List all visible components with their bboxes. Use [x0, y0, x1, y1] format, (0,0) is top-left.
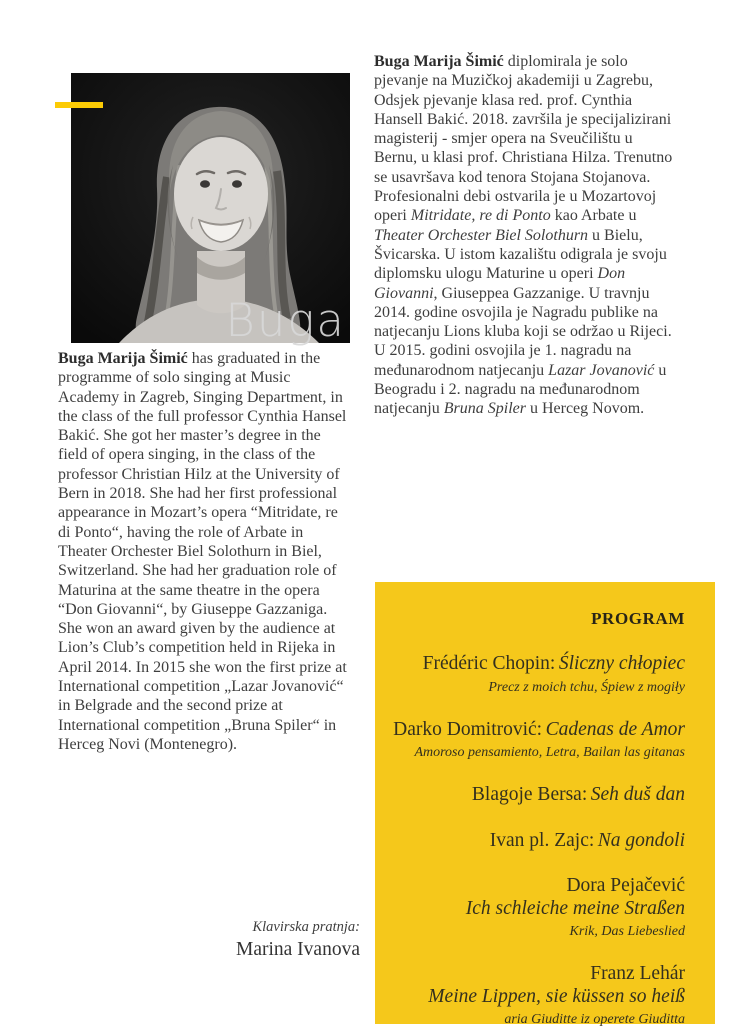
piece-subtitle: aria Giuditte iz operete Giuditta [504, 1012, 685, 1027]
accompanist-credit [58, 918, 360, 962]
piece-subtitle: Amoroso pensamiento, Letra, Bailan las gitanas [414, 745, 685, 760]
piece-title: Meine Lippen, sie küssen so heiß [428, 985, 685, 1007]
program-entry [391, 784, 685, 807]
photo-name-overlay: Buga [225, 294, 346, 347]
composer-name: Frédéric Chopin: [422, 653, 556, 674]
program-entry [391, 875, 685, 940]
piece-title: Na gondoli [597, 829, 685, 851]
program-entry [391, 653, 685, 696]
piece-subtitle: Precz z moich tchu, Śpiew z mogiły [488, 679, 685, 695]
bio-english: Buga Marija Šimić has graduated in the programme of solo singing at Music Academy in Zagreb, Singing Department, in the class of the full professor Cynthia Hansel Bakić. She got her master’s degree in the field of opera singing, in the class of the professor Christian Hilz at the University of Bern in 2018. She had her first professional appearance in Mozart’s opera “Mitridate, re di Ponto“, having the role of Arbate in Theater Orchester Biel Solothurn in Biel, Switzerland. She had her graduation role of Maturina at the same theatre in the opera “Don Giovanni“, by Giuseppe Gazzaniga. She won an award given by the audience at Lion’s Club’s competition held in Rijeka in April 2014. In 2015 she won the first prize at International competition „Lazar Jovanović“ in Belgrade and the second prize at International competition „Bruna Spiler“ in Herceg Novi (Montenegro). [58, 350, 347, 753]
composer-name: Dora Pejačević [566, 875, 685, 896]
program-box [375, 582, 715, 1027]
piece-subtitle: Krik, Das Liebeslied [569, 924, 685, 939]
composer-name: Darko Domitrović: [393, 718, 543, 740]
composer-name: Franz Lehár [590, 963, 685, 984]
composer-name: Blagoje Bersa: [471, 784, 588, 805]
artist-photo [71, 73, 350, 347]
program-entry [391, 719, 685, 762]
composer-name: Ivan pl. Zajc: [489, 829, 595, 851]
piece-title: Śliczny chłopiec [558, 653, 685, 674]
bio-croatian: Buga Marija Šimić diplomirala je solo pjevanje na Muzičkoj akademiji u Zagrebu, Odsjek pjevanje klasa red. prof. Cynthia Hansell Bakić. 2018. završila je specijalizirani magisterij - smjer opera na Sveučilištu u Bernu, u klasi prof. Christiana Hilza. Trenutno se usavršava kod tenora Stojana Stojanova. Profesionalni debi ostvarila je u Mozartovoj operi Mitridate, re di Ponto kao Arbate u Theater Orchester Biel Solothurn u Bielu, Švicarska. U istom kazalištu odigrala je svoju diplomsku ulogu Maturine u operi Don Giovanni, Giuseppea Gazzanige. U travnju 2014. godine osvojila je Nagradu publike na natjecanju Lions kluba koji se održao u Rijeci. U 2015. godini osvojila je 1. nagradu na međunarodnom natjecanju Lazar Jovanović u Beogradu i 2. nagradu na međunarodnom natjecanju Bruna Spiler u Herceg Novom. [374, 53, 673, 418]
program-title: PROGRAM [591, 609, 685, 628]
program-entry [391, 963, 685, 1028]
program-entry [391, 830, 685, 853]
piece-title: Seh duš dan [590, 784, 685, 805]
yellow-accent-dash [55, 102, 103, 108]
accompanist-label: Klavirska pratnja: [252, 919, 360, 935]
piece-title: Ich schleiche meine Straßen [465, 897, 685, 919]
piece-title: Cadenas de Amor [545, 718, 685, 740]
accompanist-name: Marina Ivanova [236, 939, 360, 960]
